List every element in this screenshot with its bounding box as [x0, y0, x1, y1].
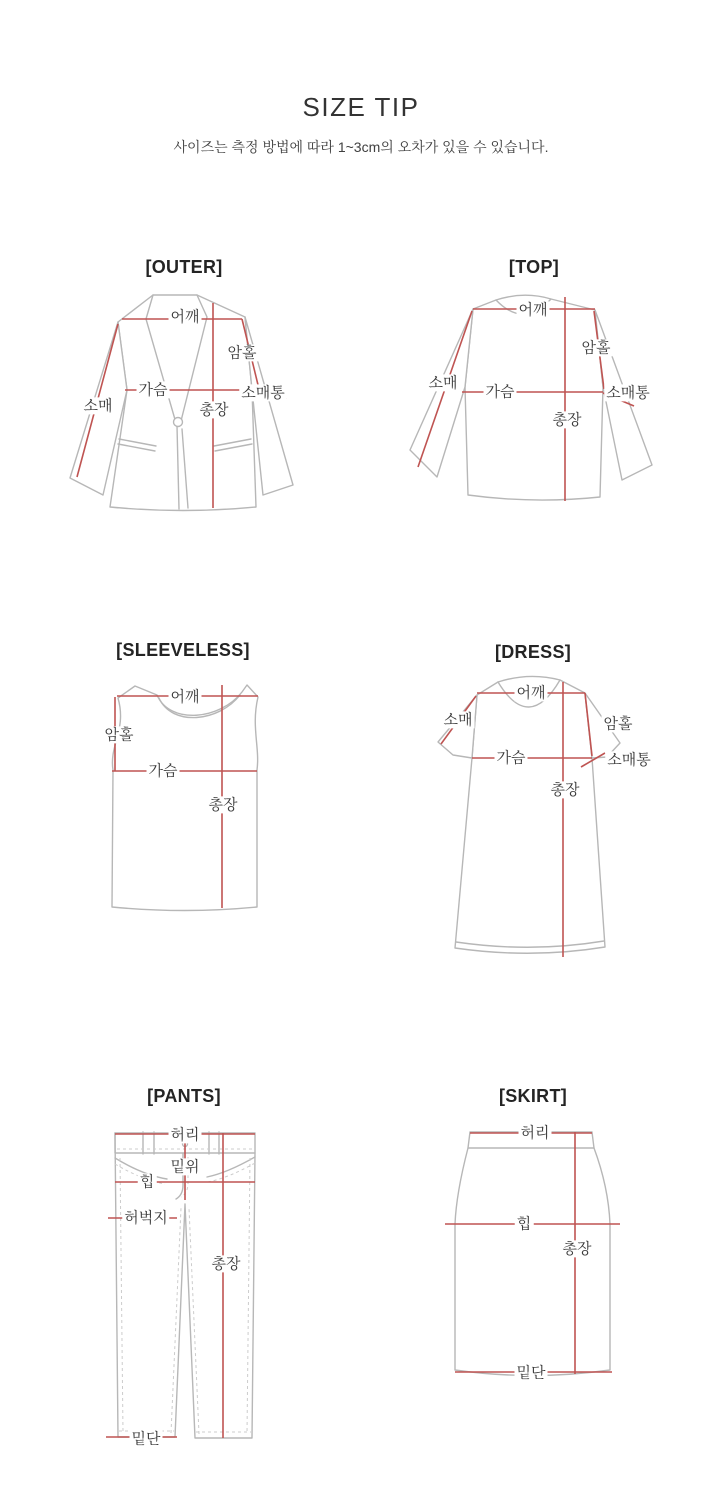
sleeveless-diagram — [85, 635, 285, 925]
sleeveless-label-length: 총장 — [208, 796, 238, 814]
pants-label-rise: 밑위 — [170, 1158, 200, 1176]
dress-label-shoulder: 어깨 — [516, 684, 546, 702]
skirt-label-waist: 허리 — [520, 1124, 550, 1142]
page-subtitle: 사이즈는 측정 방법에 따라 1~3cm의 오차가 있을 수 있습니다. — [173, 139, 549, 155]
outer-label-shoulder: 어깨 — [170, 308, 200, 326]
pants-label-length: 총장 — [211, 1255, 241, 1273]
pants-label-hip: 힙 — [139, 1173, 155, 1191]
top-label-sleeve-width: 소매통 — [606, 384, 650, 402]
section-title-skirt: [SKIRT] — [498, 1086, 568, 1106]
outer-label-sleeve-width: 소매통 — [241, 384, 285, 402]
page-title: SIZE TIP — [302, 92, 420, 122]
dress-label-length: 총장 — [550, 781, 580, 799]
top-label-armhole: 암홀 — [581, 339, 611, 357]
pants-label-thigh: 허벅지 — [124, 1209, 168, 1227]
sleeveless-label-armhole: 암홀 — [104, 726, 134, 744]
skirt-label-hip: 힙 — [516, 1215, 532, 1233]
dress-figure — [425, 635, 655, 965]
skirt-label-length: 총장 — [562, 1240, 592, 1258]
section-title-outer: [OUTER] — [145, 257, 223, 277]
sleeveless-label-shoulder: 어깨 — [170, 688, 200, 706]
sleeveless-figure — [85, 635, 285, 925]
outer-label-sleeve: 소매 — [83, 397, 113, 415]
dress-label-chest: 가슴 — [496, 749, 526, 767]
dress-label-sleeve-width: 소매통 — [607, 751, 651, 769]
pants-label-hem: 밑단 — [131, 1430, 161, 1448]
top-label-length: 총장 — [552, 411, 582, 429]
section-title-sleeveless: [SLEEVELESS] — [116, 640, 250, 660]
section-title-top: [TOP] — [508, 257, 560, 277]
outer-figure — [60, 255, 320, 520]
skirt-label-hem: 밑단 — [516, 1364, 546, 1382]
sleeveless-label-chest: 가슴 — [148, 762, 178, 780]
outer-label-armhole: 암홀 — [227, 344, 257, 362]
top-label-shoulder: 어깨 — [518, 301, 548, 319]
pants-figure — [105, 1080, 275, 1470]
dress-label-sleeve: 소매 — [443, 711, 473, 729]
top-label-chest: 가슴 — [485, 383, 515, 401]
skirt-figure — [440, 1080, 625, 1400]
pants-label-waist: 허리 — [170, 1126, 200, 1144]
dress-label-armhole: 암홀 — [603, 715, 633, 733]
outer-label-chest: 가슴 — [138, 381, 168, 399]
section-title-pants: [PANTS] — [147, 1086, 221, 1106]
section-title-dress: [DRESS] — [494, 642, 572, 662]
top-label-sleeve: 소매 — [428, 374, 458, 392]
outer-label-length: 총장 — [199, 401, 229, 419]
top-figure — [400, 255, 660, 515]
